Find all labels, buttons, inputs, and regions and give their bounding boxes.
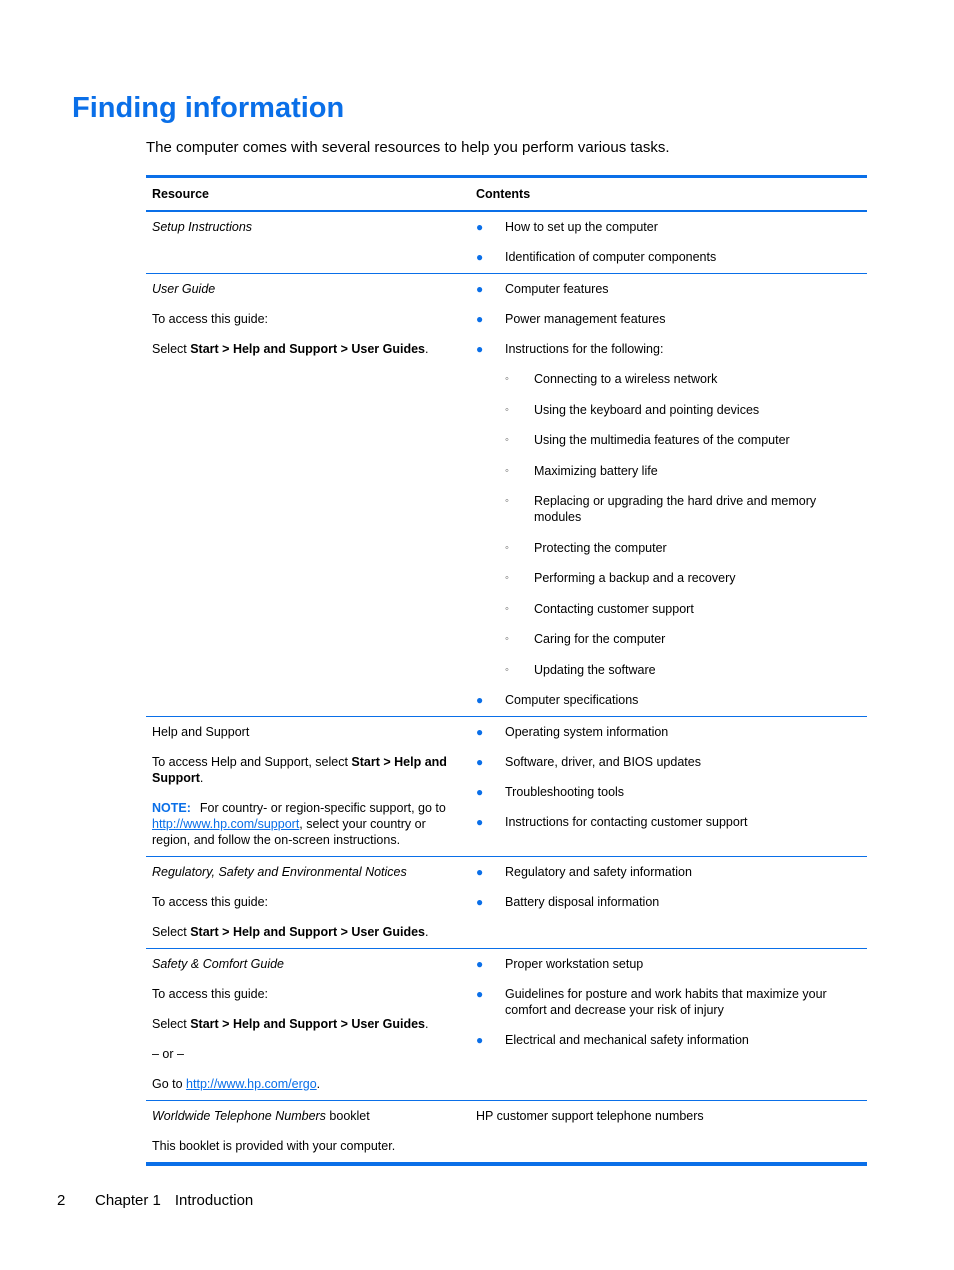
contents-cell (470, 211, 867, 274)
list-item: ● Proper workstation setup (476, 956, 644, 971)
list-item: ● Identification of computer components (476, 250, 717, 264)
list-item: ● Instructions for the following: ◦ Connecting to a wireless network ◦ Using the keyboard and pointing devices ◦ Using the multimedia features of the computer ◦ Maximizing battery life ◦ Replacing or upgrading the hard drive and memory modules ◦ Protecting the computer ◦ Performing a backup and a recovery ◦ Contacting customer support ◦ Caring for the computer ◦ Updating the software (476, 341, 861, 678)
sub-bullet-icon: ◦ (505, 663, 509, 676)
page-title: Finding information (72, 92, 345, 124)
list-item: ● Instructions for contacting customer support (476, 814, 748, 829)
sub-list-item: ◦ Caring for the computer (505, 632, 666, 646)
bullet-icon: ● (476, 342, 484, 356)
hp-support-link[interactable]: http://www.hp.com/support (152, 816, 300, 831)
sub-bullet-icon: ◦ (505, 403, 509, 416)
list-item: ● Troubleshooting tools (476, 784, 625, 799)
select-path: Select Start > Help and Support > User Guides. (152, 924, 429, 939)
sub-bullet-icon: ◦ (505, 464, 509, 477)
contents-list (476, 219, 861, 265)
access-text: To access Help and Support, select Start > Help and Support. (152, 754, 447, 785)
sub-list-item: ◦ Replacing or upgrading the hard drive and memory modules (505, 494, 817, 524)
list-item: ● Battery disposal information (476, 894, 660, 909)
hp-ergo-link[interactable]: http://www.hp.com/ergo (186, 1076, 317, 1091)
resource-cell (146, 274, 470, 717)
bullet-icon: ● (476, 754, 484, 769)
bullet-icon: ● (476, 282, 484, 296)
or-separator: – or – (152, 1046, 184, 1061)
resource-cell (146, 716, 470, 856)
contents-cell (470, 856, 867, 948)
table-row (146, 948, 867, 1100)
header-resource: Resource (152, 187, 209, 201)
bullet-icon: ● (476, 986, 484, 1001)
sub-bullet-icon: ◦ (505, 602, 509, 615)
resource-title: Help and Support (152, 724, 250, 739)
resource-cell (146, 856, 470, 948)
list-item: ● Guidelines for posture and work habits that maximize your comfort and decrease your risk of injury (476, 986, 827, 1017)
bullet-icon: ● (476, 692, 484, 707)
note-label: NOTE: (152, 800, 191, 815)
select-path: Select Start > Help and Support > User Guides. (152, 1016, 429, 1031)
bullet-icon: ● (476, 956, 484, 971)
header-contents: Contents (476, 187, 531, 201)
resource-description: This booklet is provided with your computer. (152, 1138, 396, 1153)
access-text: To access this guide: (152, 894, 269, 909)
resource-title: Regulatory, Safety and Environmental Notices (152, 864, 407, 879)
contents-cell (470, 948, 867, 1100)
contents-cell (470, 274, 867, 717)
resource-title: User Guide (152, 282, 216, 296)
access-text: To access this guide: (152, 986, 269, 1001)
sub-list-item: ◦ Using the multimedia features of the computer (505, 433, 790, 447)
contents-list (476, 956, 861, 1048)
table-row (146, 211, 867, 274)
chapter-title: Introduction (174, 1192, 254, 1209)
list-item: ● How to set up the computer (476, 220, 658, 234)
list-item: ● Computer features (476, 282, 609, 296)
bullet-icon: ● (476, 1032, 484, 1047)
table-row (146, 274, 867, 717)
sub-bullet-icon: ◦ (505, 541, 509, 554)
bullet-icon: ● (476, 312, 484, 326)
resource-title: Worldwide Telephone Numbers booklet (152, 1108, 370, 1123)
sub-bullet-icon: ◦ (505, 572, 509, 584)
sub-bullet-icon: ◦ (505, 495, 509, 507)
bullet-icon: ● (476, 864, 484, 879)
sub-list-item: ◦ Performing a backup and a recovery (505, 571, 736, 585)
bullet-icon: ● (476, 784, 484, 799)
sub-list-item: ◦ Connecting to a wireless network (505, 372, 718, 386)
contents-cell (470, 716, 867, 856)
contents-list (476, 724, 861, 830)
bullet-icon: ● (476, 814, 484, 829)
sub-bullet-icon: ◦ (505, 373, 509, 385)
contents-cell (470, 1100, 867, 1164)
table-row (146, 856, 867, 948)
bullet-icon: ● (476, 250, 484, 264)
list-item: ● Operating system information (476, 724, 669, 739)
note: NOTE: For country- or region-specific support, go to http://www.hp.com/support, select your country or region, and follow the on-screen instructions. (152, 800, 446, 847)
bullet-icon: ● (476, 894, 484, 909)
contents-list (476, 281, 861, 708)
table-row (146, 716, 867, 856)
select-path: Select Start > Help and Support > User Guides. (152, 342, 429, 356)
table-row (146, 1100, 867, 1164)
page-footer (57, 1192, 253, 1210)
contents-list (476, 864, 861, 910)
resource-cell (146, 1100, 470, 1164)
table-header-row (146, 177, 867, 212)
resource-title: Setup Instructions (152, 220, 253, 234)
resources-table (146, 175, 867, 1166)
sub-list-item: ◦ Using the keyboard and pointing devices (505, 402, 760, 417)
list-item: ● Power management features (476, 312, 666, 326)
sub-bullet-icon: ◦ (505, 633, 509, 645)
contents-text: HP customer support telephone numbers (476, 1108, 704, 1123)
sub-list-item: ◦ Protecting the computer (505, 540, 667, 555)
list-item: ● Computer specifications (476, 692, 639, 707)
resource-cell (146, 211, 470, 274)
bullet-icon: ● (476, 220, 484, 234)
intro-text: The computer comes with several resources to help you perform various tasks. (146, 139, 670, 156)
resource-title: Safety & Comfort Guide (152, 956, 285, 971)
sub-list-item: ◦ Contacting customer support (505, 601, 694, 616)
bullet-icon: ● (476, 724, 484, 739)
chapter-label: Chapter 1 (95, 1192, 161, 1209)
list-item: ● Regulatory and safety information (476, 864, 692, 879)
list-item: ● Electrical and mechanical safety information (476, 1032, 749, 1047)
list-item: ● Software, driver, and BIOS updates (476, 754, 701, 769)
sub-list-item: ◦ Updating the software (505, 662, 656, 677)
sub-bullet-icon: ◦ (505, 434, 509, 446)
sub-list-item: ◦ Maximizing battery life (505, 463, 658, 478)
goto-text: Go to http://www.hp.com/ergo. (152, 1076, 321, 1091)
page-number: 2 (57, 1192, 66, 1209)
resource-cell (146, 948, 470, 1100)
sub-list (505, 371, 861, 678)
access-text: To access this guide: (152, 312, 269, 326)
